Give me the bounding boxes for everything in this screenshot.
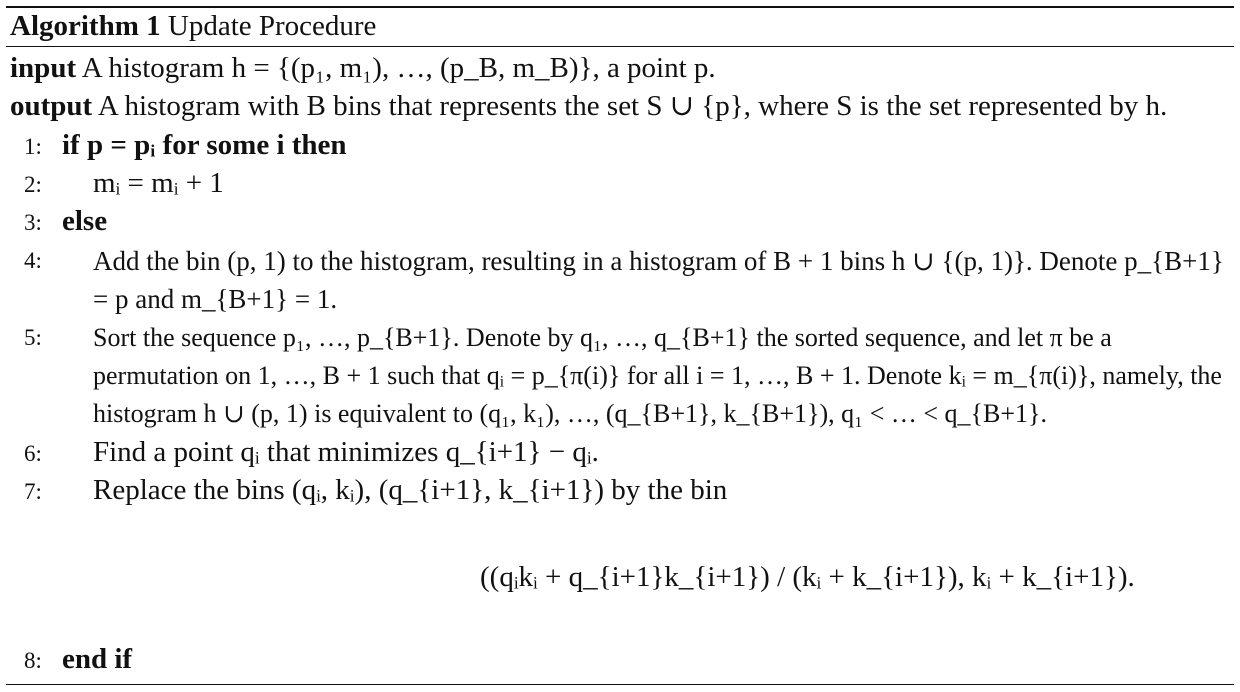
step-4-text: Add the bin (p, 1) to the histogram, resulting in a histogram of B + 1 bins h ∪ {(p, 1)}. Denote p_{B+1} = p and m_{B+1} = 1. [93, 246, 1224, 314]
line-number-3: 3: [24, 210, 42, 235]
output-text: A histogram with B bins that represents the set S ∪ {p}, where S is the set represented by h. [97, 90, 1168, 122]
step-1-text: if p = pᵢ for some i then [62, 129, 347, 161]
algorithm-caption [10, 9, 376, 43]
merge-formula: ((qᵢkᵢ + q_{i+1}k_{i+1}) / (kᵢ + k_{i+1}), kᵢ + k_{i+1}). [480, 561, 1135, 593]
input-keyword: input [10, 52, 77, 84]
line-number-1: 1: [24, 134, 42, 159]
output-line [10, 89, 1167, 123]
step-7-text: Replace the bins (qᵢ, kᵢ), (q_{i+1}, k_{i+1}) by the bin [93, 474, 728, 506]
line-number-7: 7: [24, 479, 42, 504]
input-text: A histogram h = {(p₁, m₁), …, (p_B, m_B)}, a point p. [81, 52, 716, 84]
output-keyword: output [10, 90, 93, 122]
step-8-text: end if [62, 643, 133, 675]
step-6-text: Find a point qᵢ that minimizes q_{i+1} − qᵢ. [93, 436, 599, 468]
step-3-text: else [62, 205, 108, 237]
line-number-6: 6: [24, 441, 42, 466]
bottom-rule [6, 684, 1234, 685]
algorithm-title: Update Procedure [167, 10, 377, 42]
input-line [10, 51, 716, 85]
line-number-5: 5: [24, 325, 42, 350]
step-5-text: Sort the sequence p₁, …, p_{B+1}. Denote by q₁, …, q_{B+1} the sorted sequence, and let π be a permutation on 1, …, B + 1 such that qᵢ = p_{π(i)} for all i = 1, …, B + 1. Denote kᵢ = m_{π(i)}, namely, the histogram h ∪ (p, 1) is equivalent to (q₁, k₁), …, (q_{B+1}, k_{B+1}), q₁ < … < q_{B+1}. [93, 323, 1222, 428]
line-number-8: 8: [24, 648, 42, 673]
top-rule [6, 6, 1234, 8]
algorithm-label: Algorithm 1 [10, 10, 161, 42]
line-number-2: 2: [24, 172, 42, 197]
step-2-text: mᵢ = mᵢ + 1 [93, 167, 224, 199]
line-number-4: 4: [24, 248, 42, 273]
caption-rule [6, 46, 1234, 47]
